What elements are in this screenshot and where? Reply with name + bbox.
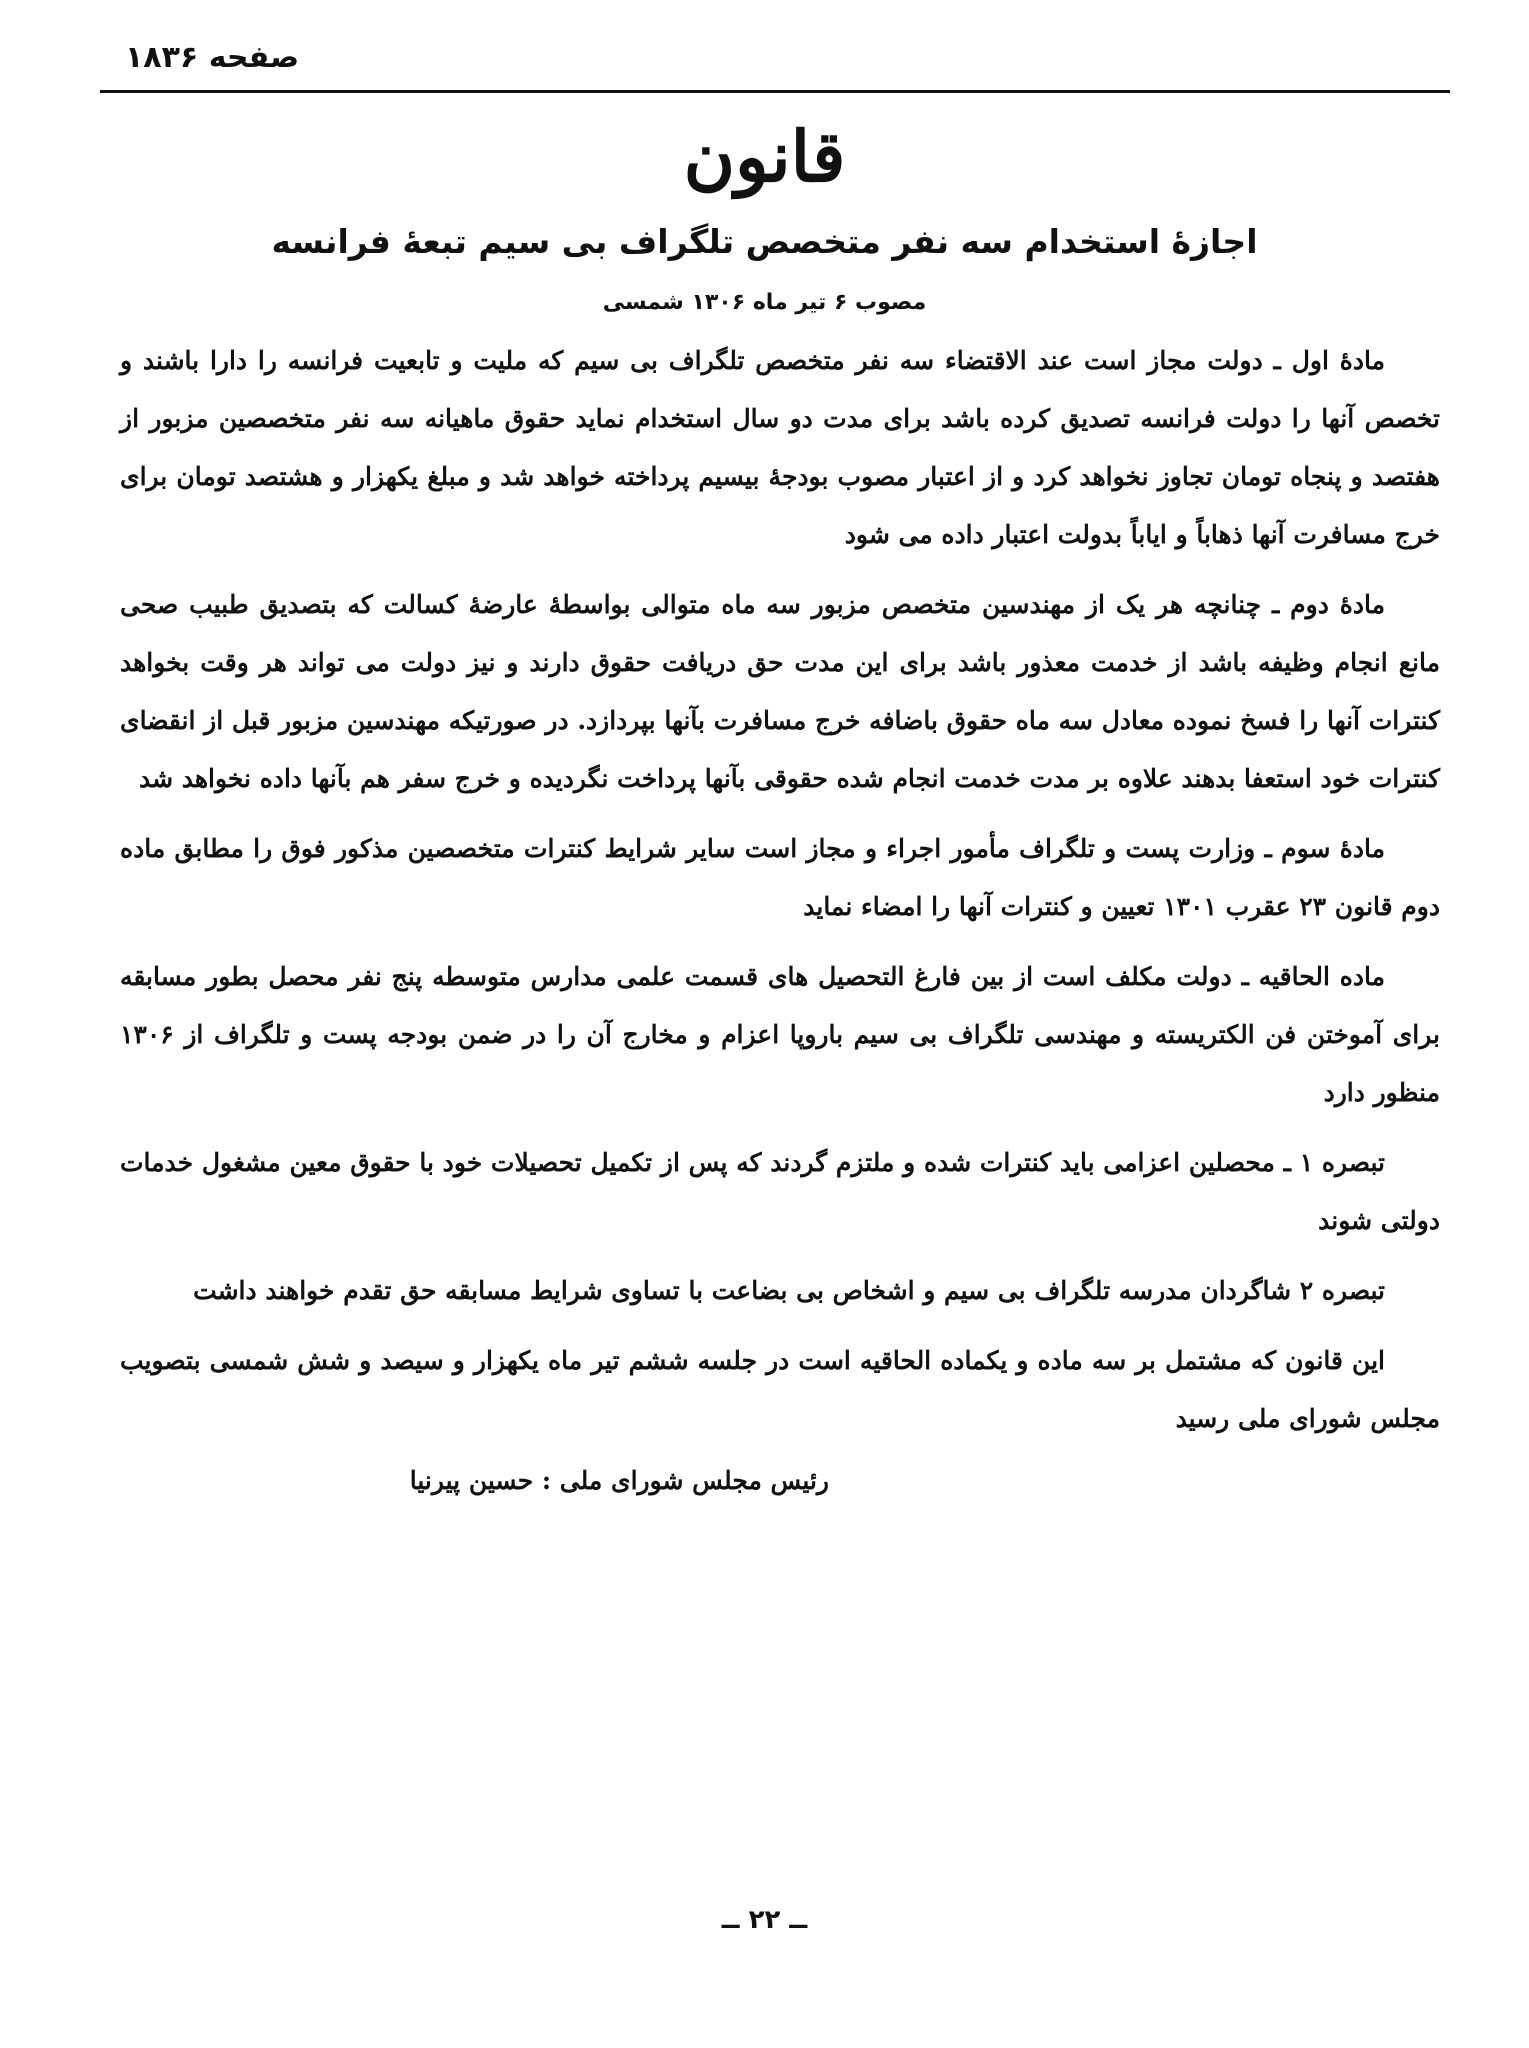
closing-statement: این قانون که مشتمل بر سه ماده و یکماده الحاقیه است در جلسه ششم تیر ماه یکهزار و سیصد و شش شمسی بتصویب مجلس شورای ملی رسید	[120, 1346, 1440, 1433]
article-3: مادهٔ سوم ـ وزارت پست و تلگراف مأمور اجراء و مجاز است سایر شرایط کنترات متخصصین مذکور فوق را مطابق ماده دوم قانون ۲۳ عقرب ۱۳۰۱ تعیین و کنترات آنها را امضاء نماید	[120, 834, 1440, 921]
signature-line: رئیس مجلس شورای ملی : حسین پیرنیا	[409, 1466, 829, 1495]
page-number: صفحه ۱۸۳۶	[125, 40, 300, 75]
footer-page-number: ــ ۲۲ ــ	[721, 1905, 808, 1935]
note-1: تبصره ۱ ـ محصلین اعزامی باید کنترات شده و ملتزم گردند که پس از تکمیل تحصیلات خود با حقوق معین مشغول خدمات دولتی شوند	[120, 1148, 1440, 1235]
article-1: مادهٔ اول ـ دولت مجاز است عند الاقتضاء سه نفر متخصص تلگراف بی سیم که ملیت و تابعیت فرانسه را دارا باشند و تخصص آنها را دولت فرانسه تصدیق کرده باشد برای مدت دو سال استخدام نماید حقوق ماهیانه سه نفر متخصصین مزبور از هفتصد و پنجاه تومان تجاوز نخواهد کرد و از اعتبار مصوب بودجهٔ بیسیم پرداخته خواهد شد و مبلغ یکهزار و هشتصد تومان برای خرج مسافرت آنها ذهاباً و ایاباً بدولت اعتبار داده می شود	[120, 346, 1440, 549]
approval-date: مصوب ۶ تیر ماه ۱۳۰۶ شمسی	[602, 290, 927, 315]
document-subtitle: اجازهٔ استخدام سه نفر متخصص تلگراف بی سیم تبعهٔ فرانسه	[271, 222, 1258, 261]
document-title: قانون	[683, 115, 846, 198]
note-2: تبصره ۲ شاگردان مدرسه تلگراف بی سیم و اشخاص بی بضاعت با تساوی شرایط مسابقه حق تقدم خواهند داشت	[193, 1276, 1385, 1305]
additional-article: ماده الحاقیه ـ دولت مکلف است از بین فارغ التحصیل های قسمت علمی مدارس متوسطه پنج نفر محصل بطور مسابقه برای آموختن فن الکتریسته و مهندسی تلگراف بی سیم باروپا اعزام و مخارج آن را در ضمن بودجه پست و تلگراف از ۱۳۰۶ منظور دارد	[120, 962, 1440, 1107]
header-divider	[100, 90, 1450, 93]
law-body	[120, 332, 1440, 1460]
article-2: مادهٔ دوم ـ چنانچه هر یک از مهندسین متخصص مزبور سه ماه متوالی بواسطهٔ عارضهٔ کسالت که بتصدیق طبیب صحی مانع انجام وظیفه باشد از خدمت معذور باشد برای این مدت حق دریافت حقوق دارند و نیز دولت می تواند هر وقت بخواهد کنترات آنها را فسخ نموده معادل سه ماه حقوق باضافه خرج مسافرت بآنها بپردازد. در صورتیکه مهندسین مزبور قبل از انقضای کنترات خود استعفا بدهند علاوه بر مدت خدمت انجام شده حقوقی بآنها پرداخت نگردیده و خرج سفر هم بآنها داده نخواهد شد	[120, 590, 1440, 793]
